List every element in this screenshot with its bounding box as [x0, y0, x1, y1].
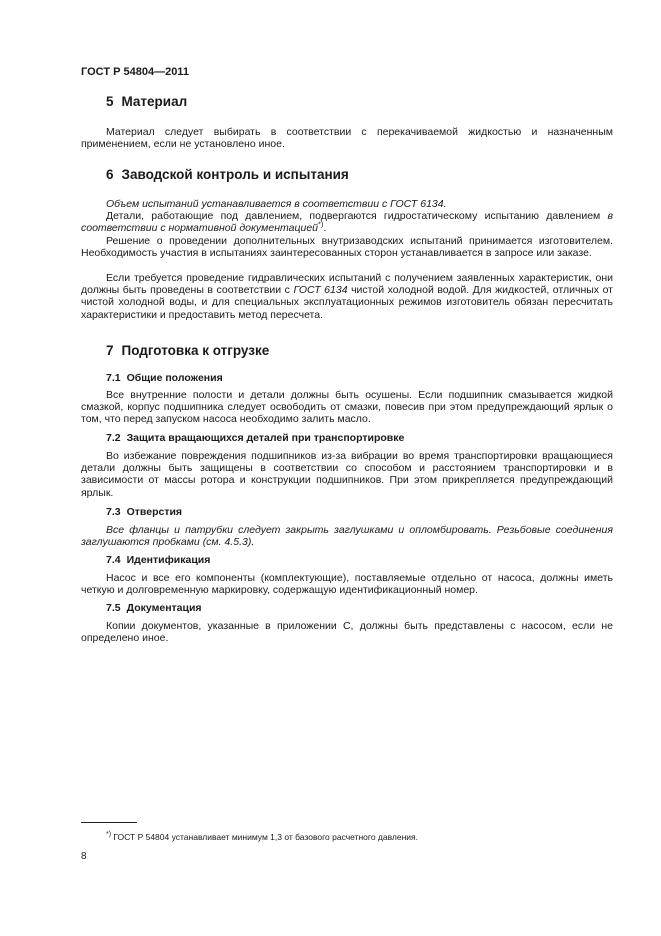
- section-5-heading: [106, 94, 187, 109]
- subsection-title: Идентификация: [126, 554, 211, 566]
- page-number: 8: [81, 851, 87, 862]
- subsection-7-1-paragraph: Все внутренние полости и детали должны быть осушены. Если подшипник смазывается жидкой смазкой, корпус подшипника следует освободить от смазки, повесив при этом предупреждающий ярлык о том, что перед запуском насоса необходимо залить масло.: [81, 389, 613, 426]
- subsection-7-4-heading: [106, 554, 210, 566]
- subsection-title: Документация: [126, 602, 202, 614]
- paragraph-text: чистой холодной водой. Для жидкостей, отличных от чистой холодной воды, и для специальных эксплуатационных режимов изготовитель обязан пересчитать характеристики и предоставить метод пересчета.: [81, 284, 613, 321]
- section-6-paragraph-2: [81, 210, 613, 234]
- subsection-title: Отверстия: [126, 506, 183, 518]
- footnote: [106, 832, 418, 842]
- subsection-number: 7.2: [106, 432, 121, 444]
- section-7-heading: [106, 343, 269, 358]
- footnote-text: ГОСТ Р 54804 устанавливает минимум 1,3 от базового расчетного давления.: [111, 832, 419, 842]
- subsection-number: 7.1: [106, 372, 121, 384]
- footnote-mark: *): [106, 831, 112, 839]
- reference-italic: ГОСТ 6134: [293, 284, 348, 297]
- subsection-7-4-paragraph: Насос и все его компоненты (комплектующие), поставляемые отдельно от насоса, должны иметь четкую и долговременную маркировку, содержащую идентификационный номер.: [81, 572, 613, 597]
- section-number: 5: [106, 94, 114, 109]
- section-5-paragraph: Материал следует выбирать в соответствии с перекачиваемой жидкостью и назначенным применением, если не установлено иное.: [81, 126, 613, 151]
- section-title: Заводской контроль и испытания: [121, 167, 349, 182]
- section-number: 6: [106, 167, 114, 182]
- footnote-divider: [81, 822, 137, 823]
- subsection-number: 7.4: [106, 554, 121, 566]
- subsection-7-1-heading: [106, 372, 223, 384]
- document-header-id: ГОСТ Р 54804—2011: [81, 66, 189, 78]
- section-number: 7: [106, 343, 114, 358]
- section-6-paragraph-4: [81, 272, 613, 321]
- section-6-heading: [106, 167, 349, 182]
- subsection-7-3-paragraph: Все фланцы и патрубки следует закрыть заглушками и опломбировать. Резьбовые соединения заглушаются пробками (см. 4.5.3).: [81, 524, 613, 549]
- subsection-7-2-heading: [106, 432, 404, 444]
- section-title: Подготовка к отгрузке: [121, 343, 270, 358]
- subsection-7-5-paragraph: Копии документов, указанные в приложении С, должны быть представлены с насосом, если не определено иное.: [81, 620, 613, 645]
- reference-italic: в соответствии с нормативной документацией: [81, 210, 613, 235]
- subsection-number: 7.3: [106, 506, 121, 518]
- subsection-number: 7.5: [106, 602, 121, 614]
- subsection-title: Общие положения: [126, 372, 223, 384]
- section-6-paragraph-3: Решение о проведении дополнительных внутризаводских испытаний принимается изготовителем. Необходимость участия в испытаниях заинтересованных сторон устанавливается в запросе или заказе.: [81, 235, 613, 260]
- subsection-7-2-paragraph: Во избежание повреждения подшипников из-за вибрации во время транспортировки вращающиеся детали должны быть защищены в соответствии со способом и расстоянием транспортировки и в зависимости от массы ротора и конструкции подшипников. При этом прикрепляется предупреждающий ярлык.: [81, 450, 613, 499]
- section-title: Материал: [121, 94, 188, 109]
- section-6-paragraph-1: Объем испытаний устанавливается в соответствии с ГОСТ 6134.: [106, 198, 447, 210]
- paragraph-text: Детали, работающие под давлением, подвергаются гидростатическому испытанию давлением: [106, 210, 608, 222]
- paragraph-text: .: [323, 222, 327, 235]
- subsection-title: Защита вращающихся деталей при транспортировке: [126, 432, 405, 444]
- subsection-7-3-heading: [106, 506, 182, 518]
- subsection-7-5-heading: [106, 602, 202, 614]
- footnote-marker: *): [318, 219, 324, 229]
- paragraph-text: Если требуется проведение гидравлических испытаний с получением заявленных характеристик, они должны быть проведены в соответствии с: [81, 272, 613, 297]
